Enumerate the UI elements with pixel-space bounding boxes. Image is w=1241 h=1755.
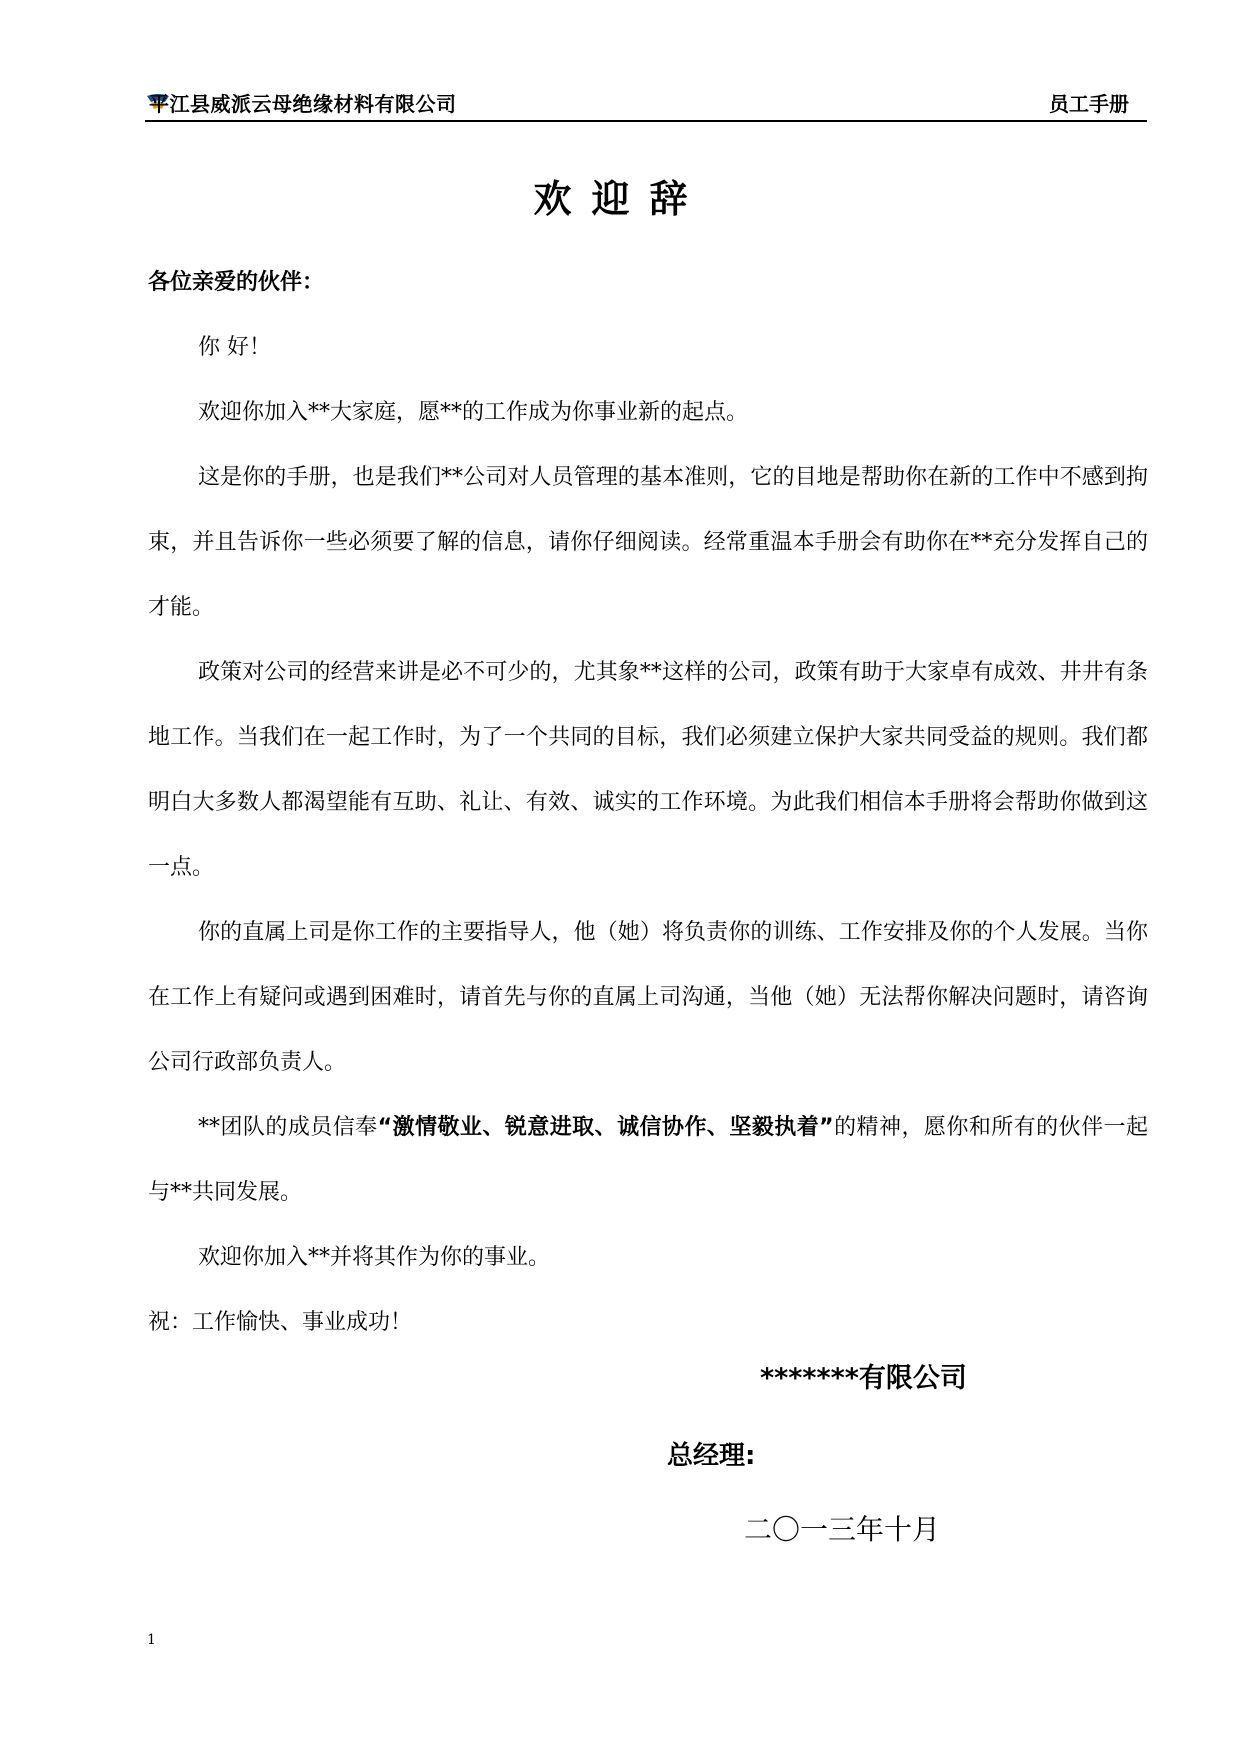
header-company-name: 平江县威派云母绝缘材料有限公司	[149, 92, 457, 116]
header-doc-title: 员工手册	[1049, 92, 1129, 116]
team-spirit-prefix: **团队的成员信奉	[198, 1115, 378, 1140]
signature-company: *******有限公司	[760, 1363, 967, 1394]
page-header	[145, 86, 1147, 122]
letter-body	[148, 315, 1148, 1355]
signature-date: 二〇一三年十月	[744, 1513, 941, 1546]
closing-wish: 祝：工作愉快、事业成功！	[148, 1310, 413, 1335]
paragraph-join: 欢迎你加入**并将其作为你的事业。	[198, 1245, 551, 1270]
paragraph-welcome: 欢迎你加入**大家庭，愿**的工作成为你事业新的起点。	[198, 400, 749, 425]
page-number: 1	[147, 1632, 156, 1648]
signature-general-manager: 总经理:	[667, 1441, 756, 1471]
paragraph-policy: 政策对公司的经营来讲是必不可少的，尤其象**这样的公司，政策有助于大家卓有成效、井井有条地工作。当我们在一起工作时，为了一个共同的目标，我们必须建立保护大家共同受益的规则。我们都明白大多数人都渴望能有互助、礼让、有效、诚实的工作环境。为此我们相信本手册将会帮助你做到这一点。	[148, 660, 1148, 880]
team-spirit-suffix: 的精神，愿你和所有的伙伴一起与**共同发展。	[148, 1115, 1148, 1205]
paragraph-team-spirit	[148, 1095, 1148, 1225]
paragraph-supervisor: 你的直属上司是你工作的主要指导人，他（她）将负责你的训练、工作安排及你的个人发展。当你在工作上有疑问或遇到困难时，请首先与你的直属上司沟通，当他（她）无法帮你解决问题时，请咨询公司行政部负责人。	[148, 920, 1148, 1075]
page-title: 欢迎辞	[533, 177, 708, 221]
team-motto: “激情敬业、锐意进取、诚信协作、坚毅执着”	[377, 1115, 834, 1140]
salutation: 各位亲爱的伙伴：	[148, 270, 325, 295]
greeting: 你 好！	[198, 335, 271, 360]
paragraph-handbook: 这是你的手册，也是我们**公司对人员管理的基本准则，它的目地是帮助你在新的工作中不感到拘束，并且告诉你一些必须要了解的信息，请你仔细阅读。经常重温本手册会有助你在**充分发挥自己的才能。	[148, 465, 1148, 620]
